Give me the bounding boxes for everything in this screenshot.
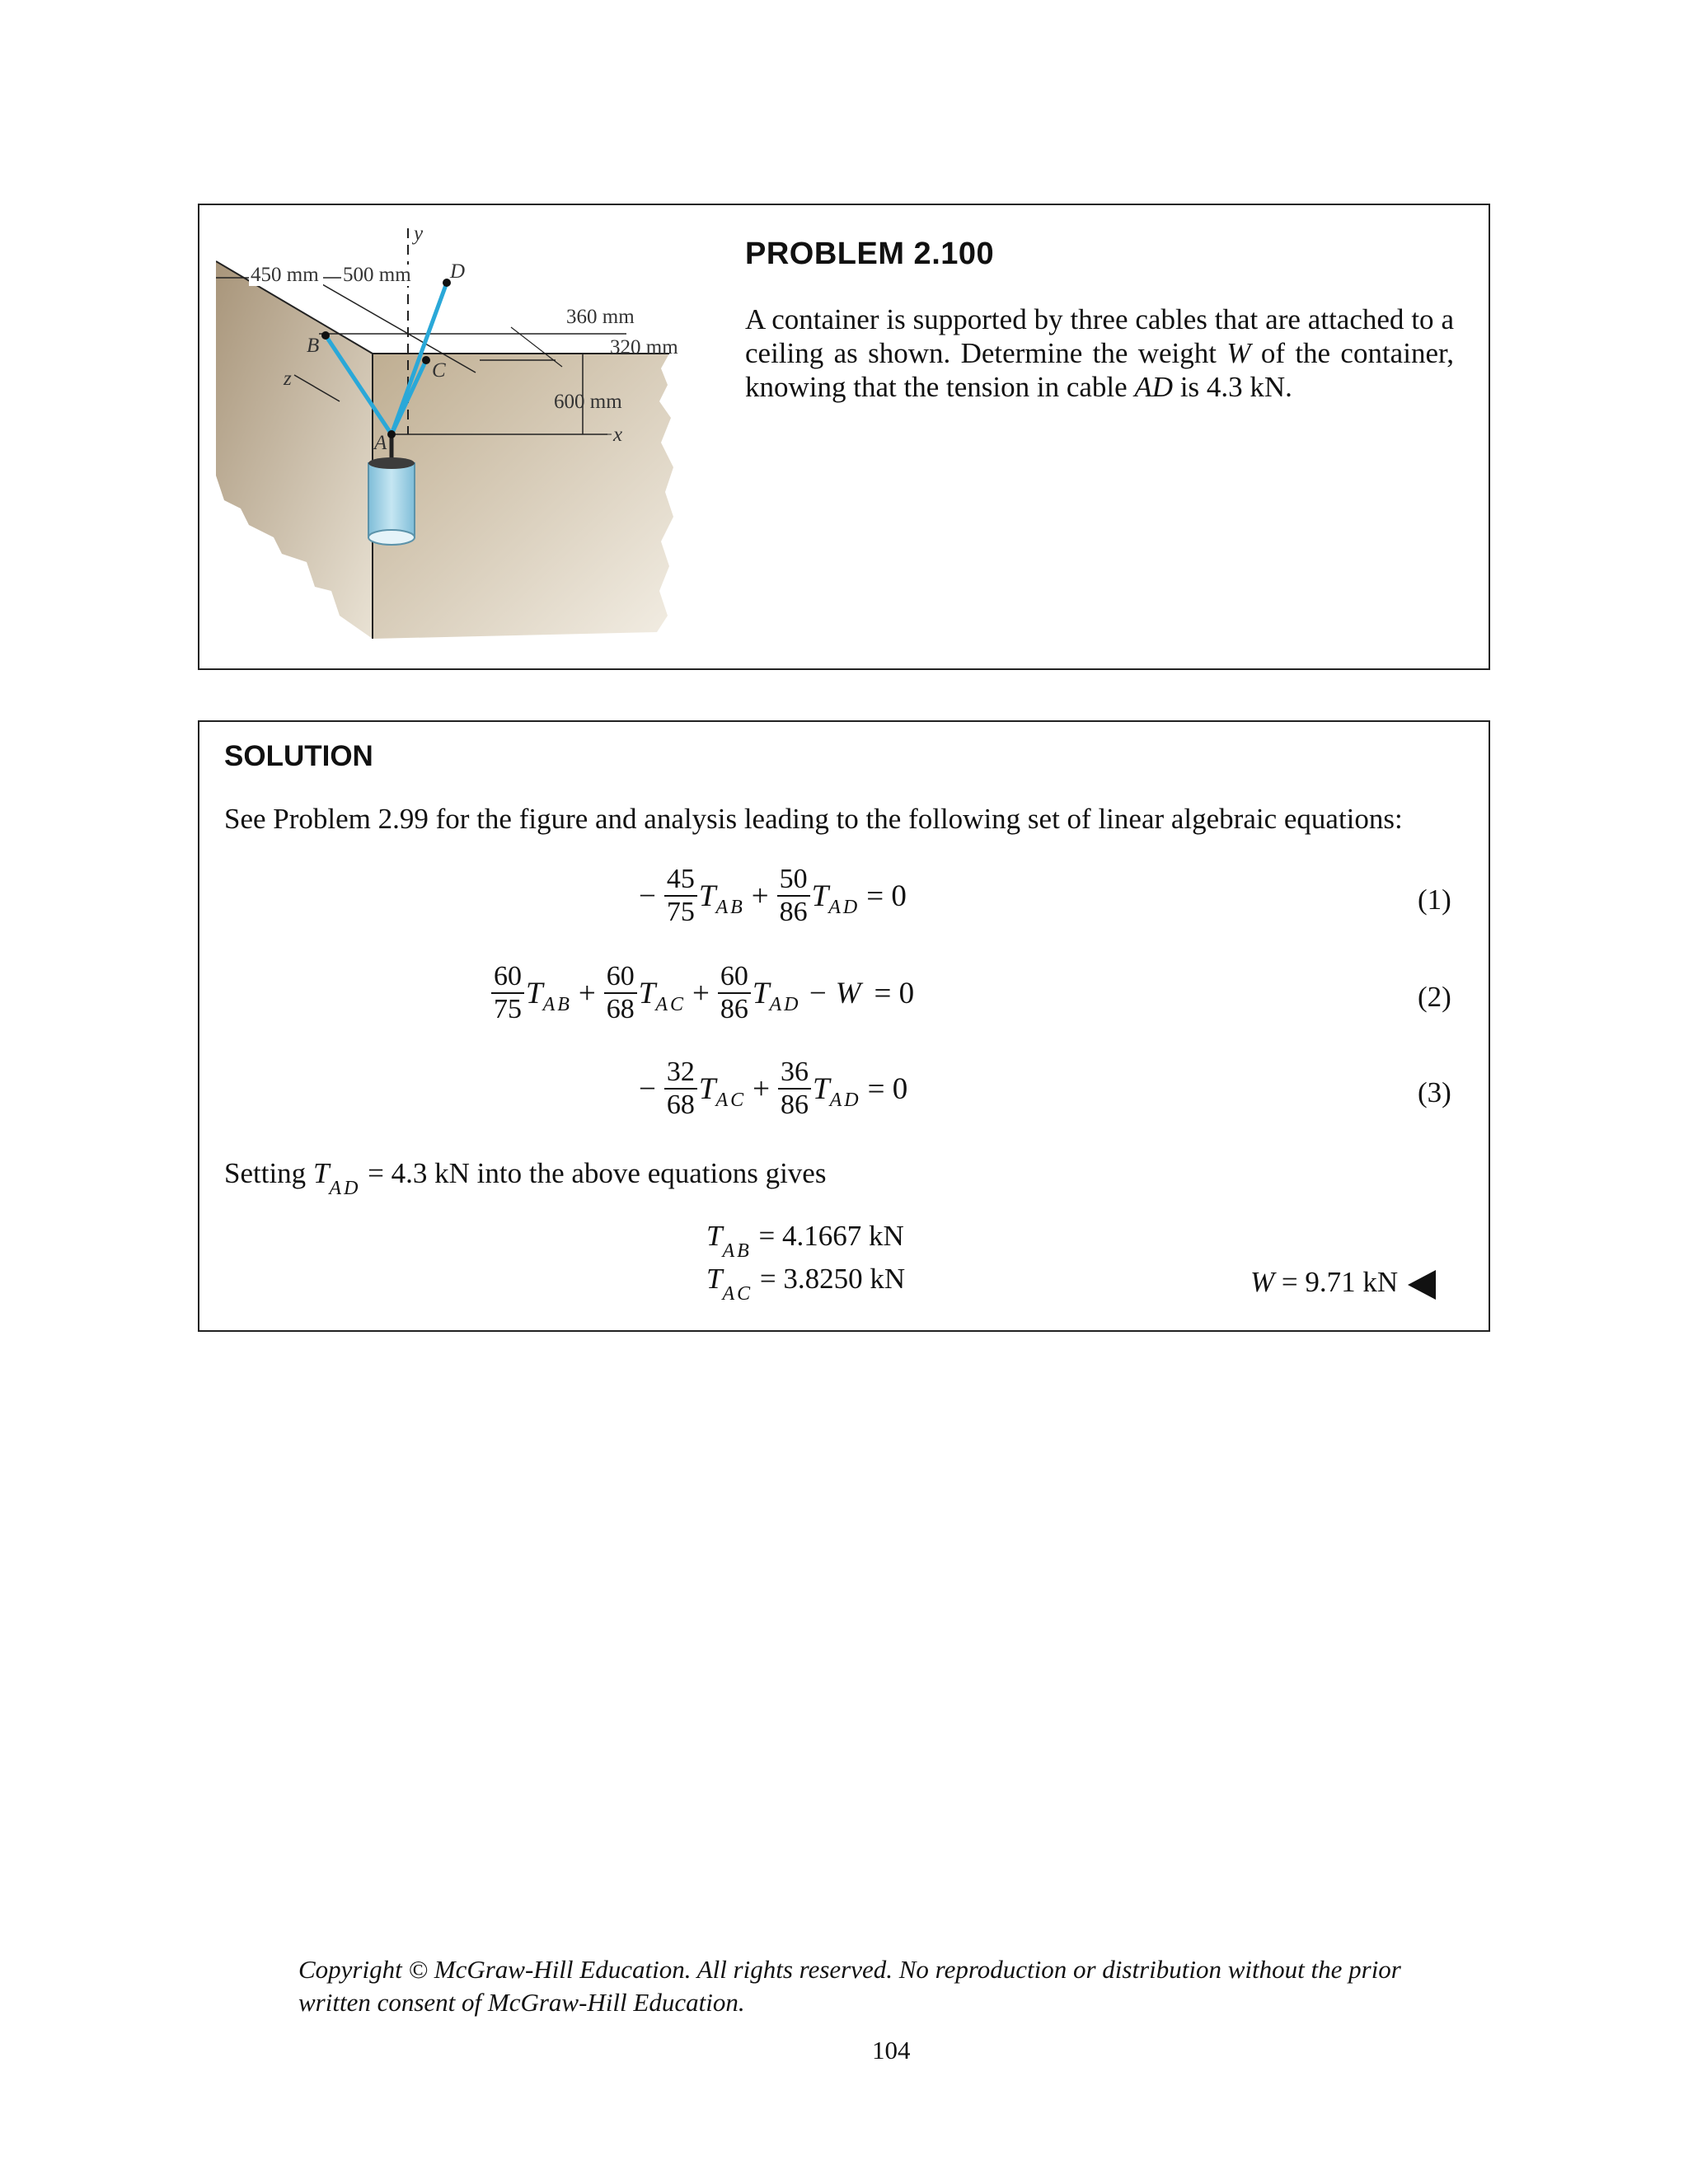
left-wall [216, 261, 373, 639]
setting-line: Setting $T_{AD} = 4.3$ kN into the above equations gives [224, 1157, 827, 1199]
copyright-notice: Copyright © McGraw-Hill Education. All rights reserved. No reproduction or distribution without the prior written consent of McGraw-Hill Education. [298, 1955, 1401, 2017]
eq1-fraction-1: $\frac{45}{75}$ [664, 864, 697, 928]
point-c-label: C [432, 359, 446, 382]
axis-z-label: z [284, 368, 292, 390]
dim-500: 500 mm [343, 264, 411, 286]
solution-title: SOLUTION [224, 740, 373, 772]
point-d-label: D [450, 260, 466, 283]
page-number: 104 [872, 2036, 911, 2064]
dim-360: 360 mm [566, 306, 635, 328]
dim-320: 320 mm [610, 336, 678, 359]
equation-2: $\frac{60}{75}$ T AB + $\frac{60}{68}$ T AC + $\frac{60}{86}$ T AD − W = 0 [490, 961, 921, 1025]
problem-text-1: A container is supported by three cables that are attached to a ceiling as shown. Determine the weight [745, 303, 1454, 369]
equation-3: − $\frac{32}{68}$ T AC + $\frac{36}{86}$ T AD = 0 [639, 1057, 908, 1120]
problem-text-3: is 4.3 kN. [1173, 371, 1292, 403]
eq3-number: (3) [1418, 1076, 1451, 1108]
solution-intro: See Problem 2.99 for the figure and analysis leading to the following set of linear algebraic equations: [224, 803, 1403, 835]
problem-text-w: W [1226, 337, 1251, 369]
problem-text-2: of the container, knowing that the tension in cable [745, 337, 1454, 403]
dim-600: 600 mm [554, 391, 622, 413]
eq1-number: (1) [1418, 883, 1451, 916]
result-tac: $T_{AC} = 3.8250$ kN [706, 1263, 906, 1305]
problem-figure [216, 228, 710, 640]
problem-statement [745, 302, 1454, 404]
point-a-label: A [374, 432, 387, 454]
equation-1: − $\frac{45}{75}$ T AB + $\frac{50}{86}$ T AD = 0 [639, 864, 907, 927]
final-answer: W = 9.71 kN [1250, 1266, 1436, 1300]
problem-text-ad: AD [1134, 371, 1174, 403]
problem-title: PROBLEM 2.100 [745, 237, 995, 271]
right-wall [373, 354, 673, 639]
solution-box [198, 720, 1490, 1332]
eq2-number: (2) [1418, 981, 1451, 1013]
problem-box [198, 204, 1490, 670]
axis-y-label: y [414, 228, 424, 245]
container [368, 463, 415, 537]
eq1-fraction-2: $\frac{50}{86}$ [777, 864, 810, 928]
point-b-label: B [307, 335, 320, 357]
axis-x-label: x [613, 424, 623, 446]
answer-arrow-icon [1408, 1270, 1436, 1300]
dim-450: 450 mm [251, 264, 319, 286]
eq1-sign: − [639, 879, 656, 913]
result-tab: $T_{AB} = 4.1667$ kN [706, 1220, 904, 1262]
